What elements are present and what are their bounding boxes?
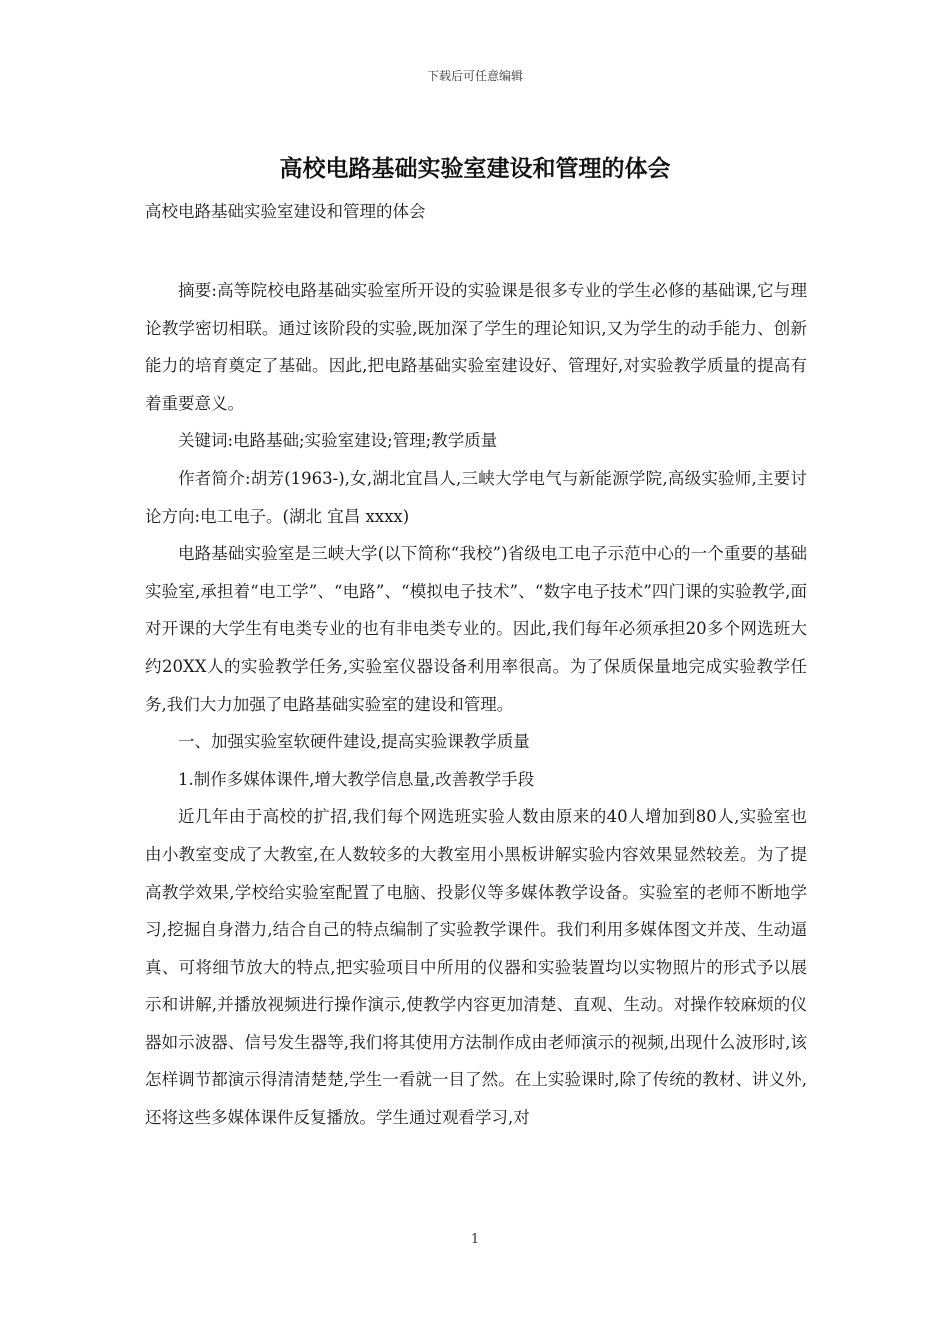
page-header-note: 下载后可任意编辑 (426, 69, 523, 83)
section-heading: 一、加强实验室软硬件建设,提高实验课教学质量 (178, 732, 530, 752)
body-paragraph: 近几年由于高校的扩招,我们每个网选班实验人数由原来的40人增加到80人,实验室也由小教室变成了大教室,在人数较多的大教室用小黑板讲解实验内容效果显然较差。为了提高教学效果,学校给实验室配置了电脑、投影仪等多媒体教学设备。实验室的老师不断地学习,挖掘自身潜力,结合自己的特点编制了实验教学课件。我们利用多媒体图文并茂、生动逼真、可将细节放大的特点,把实验项目中所用的仪器和实验装置均以实物照片的形式予以展示和讲解,并播放视频进行操作演示,使教学内容更加清楚、直观、生动。对操作较麻烦的仪器如示波器、信号发生器等,我们将其使用方法制作成由老师演示的视频,出现什么波形时,该怎样调节都演示得清清楚楚,学生一看就一目了然。在上实验课时,除了传统的教材、讲义外,还将这些多媒体课件反复播放。学生通过观看学习,对 (145, 807, 807, 1128)
document-subtitle: 高校电路基础实验室建设和管理的体会 (145, 202, 426, 221)
keywords-paragraph: 关键词:电路基础;实验室建设;管理;教学质量 (178, 431, 498, 451)
subsection-heading: 1.制作多媒体课件,增大教学信息量,改善教学手段 (178, 769, 535, 789)
author-bio-paragraph: 作者简介:胡芳(1963-),女,湖北宜昌人,三峡大学电气与新能源学院,高级实验师,主要讨论方向:电工电子。(湖北 宜昌 xxxx) (145, 468, 807, 526)
intro-paragraph: 电路基础实验室是三峡大学(以下简称“我校”)省级电工电子示范中心的一个重要的基础实验室,承担着“电工学”、“电路”、“模拟电子技术”、“数字电子技术”四门课的实验教学,面对开课的大学生有电类专业的也有非电类专业的。因此,我们每年必须承担20多个网选班大约20XX人的实验教学任务,实验室仪器设备利用率很高。为了保质保量地完成实验教学任务,我们大力加强了电路基础实验室的建设和管理。 (145, 544, 807, 714)
document-title: 高校电路基础实验室建设和管理的体会 (279, 155, 671, 182)
abstract-paragraph: 摘要:高等院校电路基础实验室所开设的实验课是很多专业的学生必修的基础课,它与理论教学密切相联。通过该阶段的实验,既加深了学生的理论知识,又为学生的动手能力、创新能力的培育奠定了基础。因此,把电路基础实验室建设好、管理好,对实验教学质量的提高有着重要意义。 (145, 281, 807, 413)
page-number: 1 (470, 1232, 480, 1247)
document-body (145, 272, 807, 1137)
